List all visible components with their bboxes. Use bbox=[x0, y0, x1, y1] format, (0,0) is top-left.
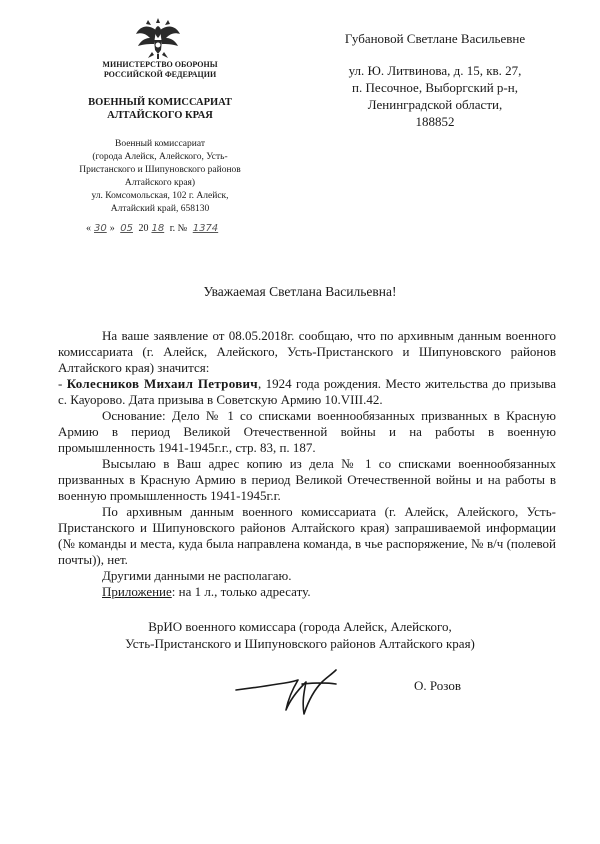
date-month: 05 bbox=[120, 223, 133, 234]
paragraph-basis: Основание: Дело № 1 со списками военнообязанных призванных в Красную Армию в период Великой Отечественной войны и на работы в военную промышленность 1941-1945г.г., стр. 83, п. 187. bbox=[58, 408, 556, 455]
letter-body bbox=[58, 328, 556, 600]
paragraph-person bbox=[58, 376, 556, 408]
signatory-title-line-1: ВрИО военного комиссара (города Алейск, Алейского, bbox=[148, 619, 452, 634]
ministry-heading bbox=[60, 60, 260, 80]
signer-name: О. Розов bbox=[414, 678, 461, 693]
greeting: Уважаемая Светлана Васильевна! bbox=[203, 284, 397, 299]
sender-address-line: Военный комиссариат bbox=[115, 139, 205, 149]
recipient-address-line: 188852 bbox=[415, 114, 455, 129]
recipient-block bbox=[300, 30, 570, 130]
ministry-line-2: РОССИЙСКОЙ ФЕДЕРАЦИИ bbox=[103, 70, 217, 79]
paragraph-request: На ваше заявление от 08.05.2018г. сообщаю, что по архивным данным военного комиссариата (г. Алейск, Алейского, Усть-Пристанского и Шипуновского районов Алтайского края) значится: bbox=[58, 328, 556, 375]
double-headed-eagle-emblem-icon bbox=[134, 14, 182, 60]
number-label: г. № bbox=[169, 223, 188, 234]
paragraph-no-info: По архивным данным военного комиссариата (г. Алейск, Алейского, Усть-Пристанского и Шипуновского районов Алтайского края) запрашиваемой информации (№ команды и места, куда была направлена команда, в чье распоряжение, № в/ч (полевой почты)), нет. bbox=[58, 504, 556, 567]
recipient-name: Губановой Светлане Васильевне bbox=[344, 31, 526, 46]
organization-heading bbox=[60, 96, 260, 122]
document-number: 1374 bbox=[192, 223, 219, 234]
attachment-details: : на 1 л., только адресату. bbox=[171, 584, 311, 599]
signatory-title-line-2: Усть-Пристанского и Шипуновского районов Алтайского края) bbox=[125, 636, 475, 651]
sender-address-line: Алтайского края) bbox=[124, 178, 196, 188]
recipient-address-line: Ленинградской области, bbox=[367, 97, 503, 112]
paragraph-no-other-data: Другими данными не располагаю. bbox=[102, 568, 292, 583]
sender-address-line: (города Алейск, Алейского, Усть- bbox=[92, 152, 228, 162]
organization-line-1: ВОЕННЫЙ КОМИССАРИАТ bbox=[88, 97, 232, 108]
person-details: , 1924 года рождения. Место жительства до призыва с. Кауорово. Дата призыва в Советскую Армию 10.VIII.42. bbox=[58, 376, 556, 407]
date-open-quote: « bbox=[86, 223, 91, 234]
date-close-quote: » bbox=[109, 223, 115, 234]
sender-address bbox=[55, 138, 265, 216]
handwritten-signature-icon bbox=[232, 664, 356, 720]
person-name: Колесников Михаил Петрович bbox=[66, 376, 258, 391]
recipient-address-line: ул. Ю. Литвинова, д. 15, кв. 27, bbox=[348, 63, 522, 78]
paragraph-attachment bbox=[58, 584, 556, 600]
sender-address-line: Алтайский край, 658130 bbox=[110, 204, 210, 214]
date-year: 18 bbox=[151, 223, 165, 234]
signatory-title bbox=[0, 618, 600, 652]
paragraph-copy-sent: Высылаю в Ваш адрес копию из дела № 1 со списками военнообязанных призванных в Красную Армию в период Великой Отечественной войны и на работы в военную промышленность 1941-1945г.г. bbox=[58, 456, 556, 503]
date-day: 30 bbox=[94, 223, 107, 234]
document-date-number bbox=[86, 222, 286, 236]
sender-address-line: ул. Комсомольская, 102 г. Алейск, bbox=[91, 191, 229, 201]
attachment-label: Приложение bbox=[102, 584, 172, 599]
ministry-line-1: МИНИСТЕРСТВО ОБОРОНЫ bbox=[102, 60, 218, 69]
organization-line-2: АЛТАЙСКОГО КРАЯ bbox=[107, 110, 213, 121]
dash: - bbox=[58, 376, 67, 391]
date-year-prefix: 20 bbox=[138, 223, 149, 234]
sender-address-line: Пристанского и Шипуновского районов bbox=[79, 165, 241, 175]
recipient-address-line: п. Песочное, Выборгский р-н, bbox=[352, 80, 518, 95]
